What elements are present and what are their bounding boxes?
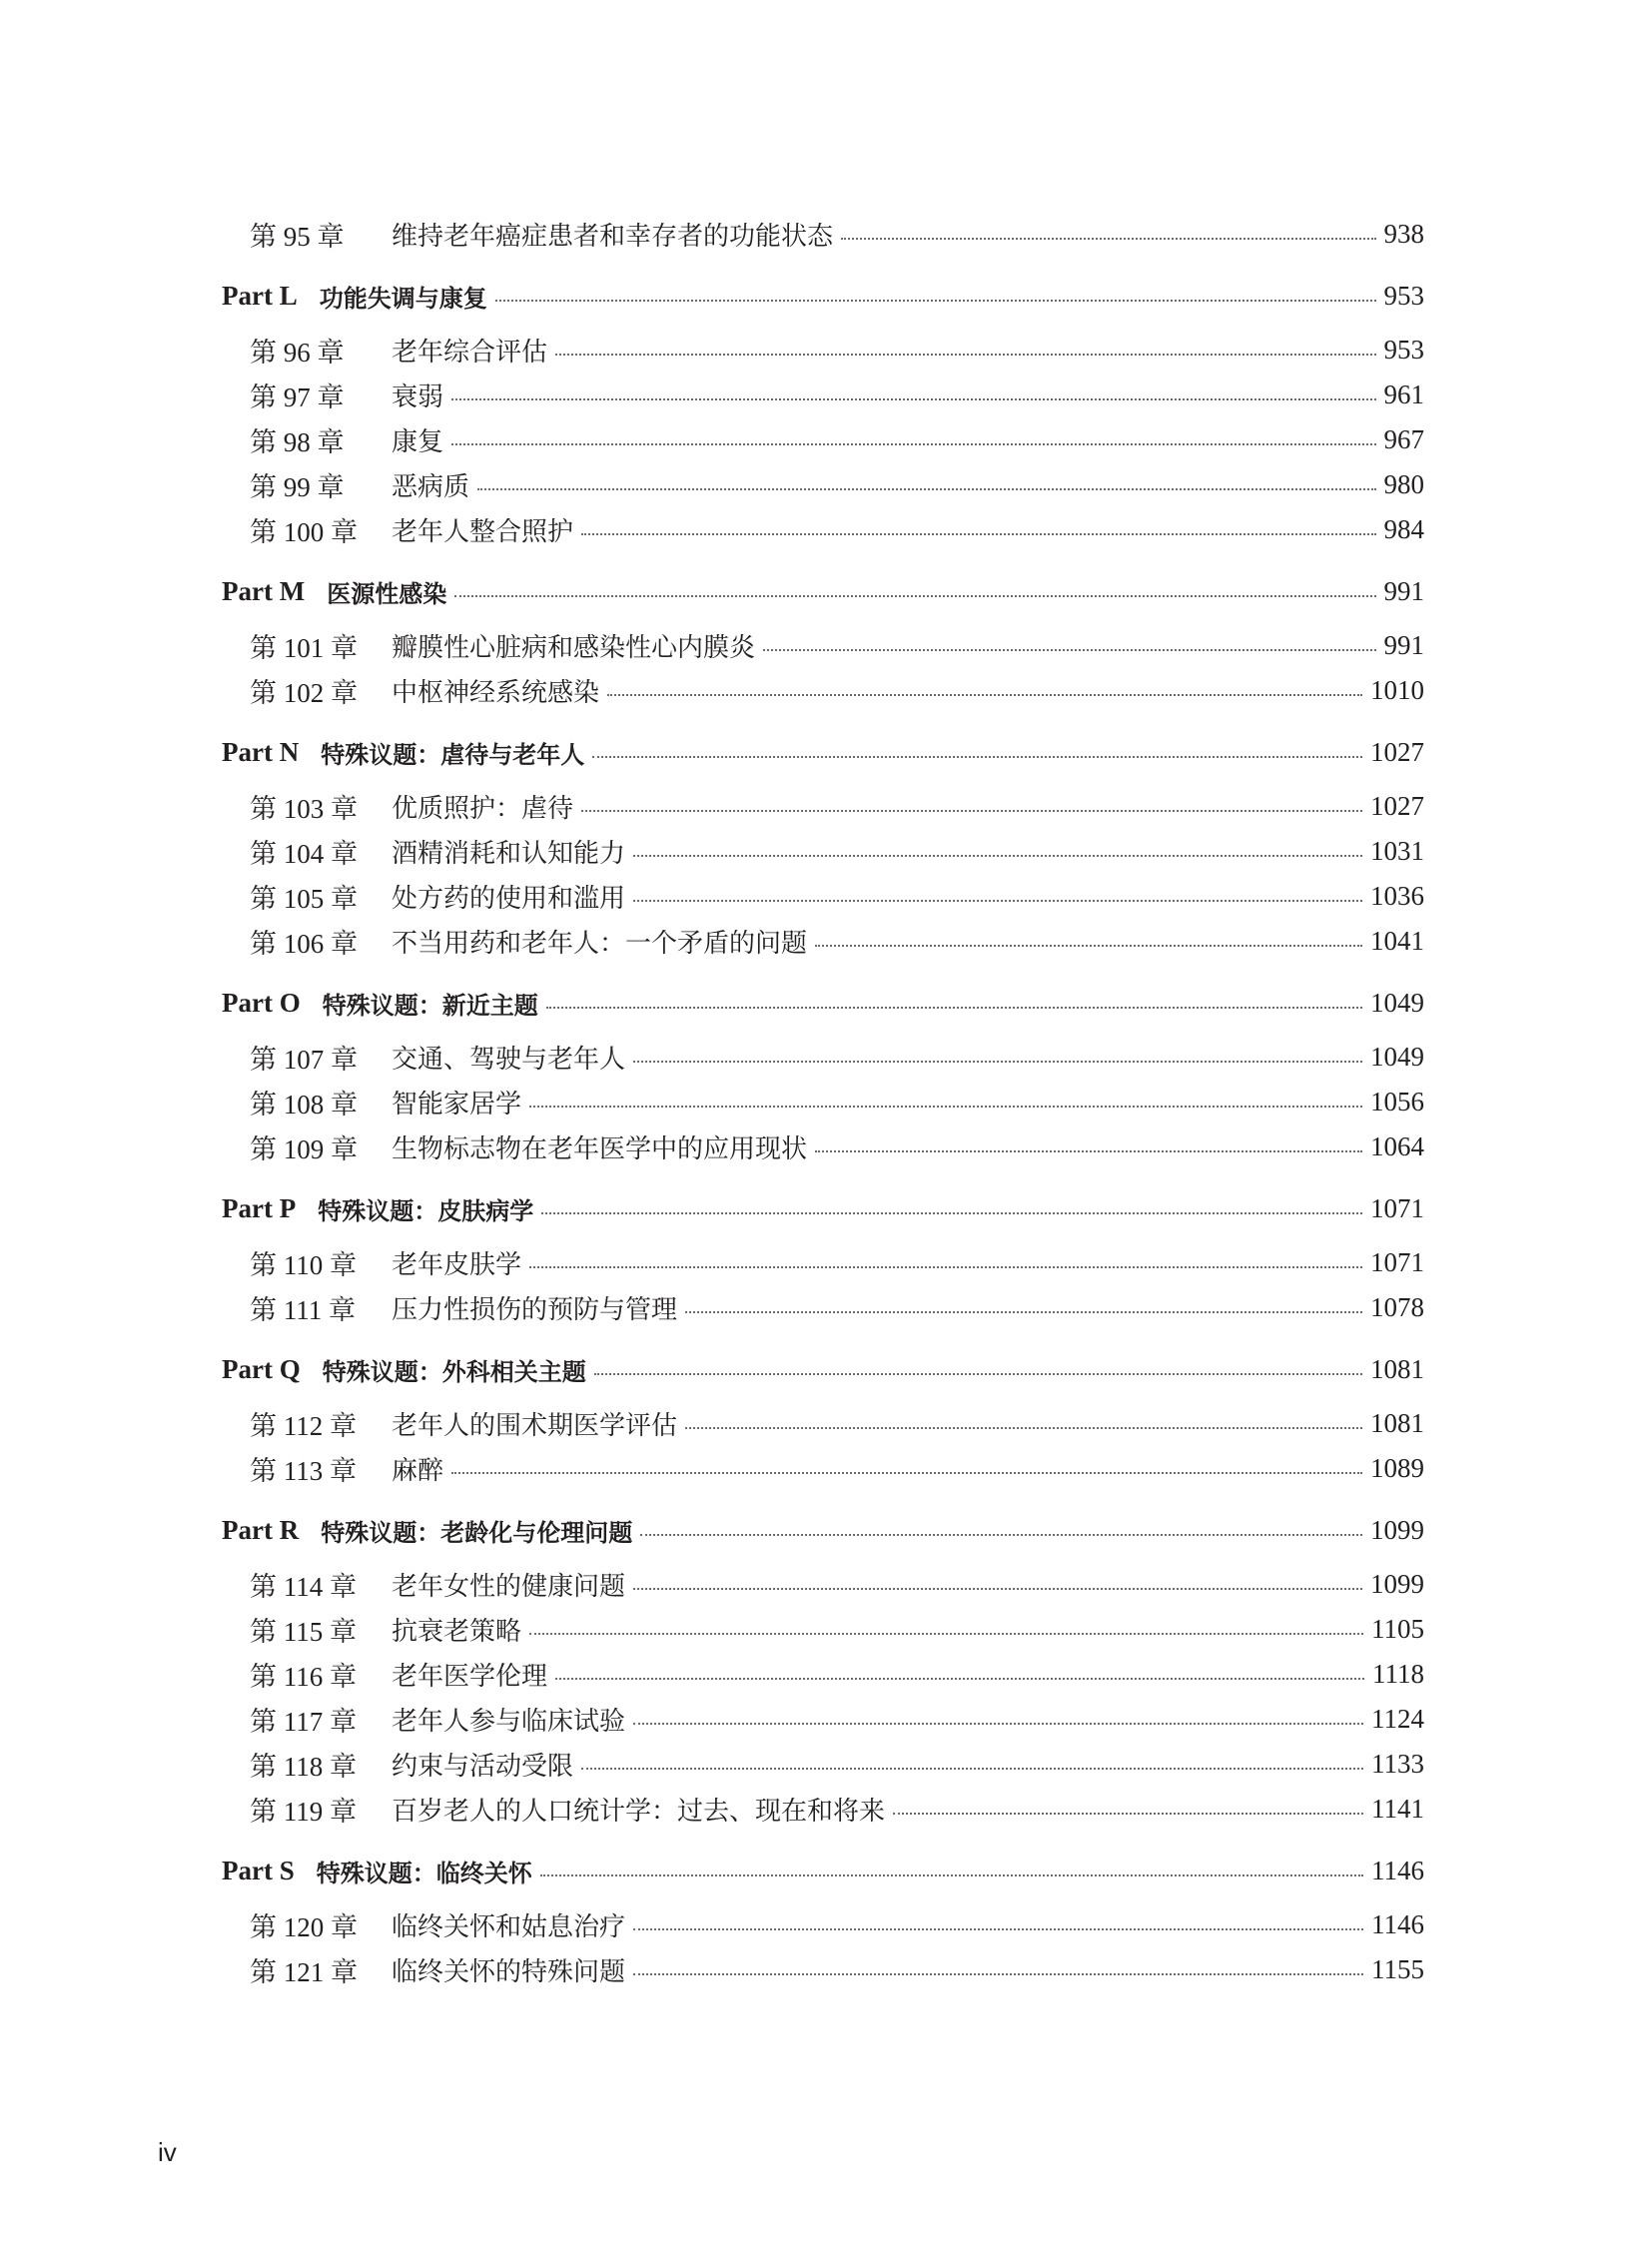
toc-entry-part[interactable] [222, 1851, 1424, 1890]
chapter-number: 第 105 章 [250, 883, 358, 914]
dot-leader [640, 1534, 1362, 1536]
chapter-number: 第 108 章 [250, 1089, 358, 1120]
dot-leader [594, 1373, 1362, 1375]
entry-title: 特殊议题：外科相关主题 [322, 1357, 586, 1386]
entry-title: 处方药的使用和滥用 [392, 883, 626, 914]
entry-title: 压力性损伤的预防与管理 [392, 1294, 678, 1325]
toc-entry-chapter[interactable] [222, 1403, 1424, 1443]
dot-leader [477, 488, 1375, 490]
entry-title: 抗衰老策略 [392, 1616, 522, 1647]
page-number: 984 [1383, 513, 1424, 544]
toc-entry-part[interactable] [222, 1188, 1424, 1228]
entry-title: 中枢神经系统感染 [392, 677, 600, 708]
page-number: 1041 [1370, 925, 1424, 956]
entry-title: 功能失调与康复 [319, 284, 487, 313]
toc-entry-chapter[interactable] [222, 1287, 1424, 1327]
entry-title: 恶病质 [392, 471, 470, 502]
page-number: 991 [1383, 629, 1424, 660]
chapter-number: 第 115 章 [250, 1616, 357, 1647]
entry-title: 特殊议题：临终关怀 [316, 1859, 532, 1887]
toc-entry-chapter[interactable] [222, 419, 1424, 459]
toc-entry-chapter[interactable] [222, 464, 1424, 504]
entry-title: 临终关怀和姑息治疗 [392, 1911, 626, 1942]
entry-title: 麻醉 [392, 1455, 444, 1486]
page-number: 1064 [1370, 1130, 1424, 1161]
chapter-number: 第 95 章 [250, 221, 345, 252]
page-number: 1049 [1370, 987, 1424, 1018]
dot-leader [454, 595, 1375, 597]
page-number: 953 [1383, 280, 1424, 311]
page-number: 1146 [1371, 1908, 1424, 1939]
chapter-number: 第 116 章 [250, 1661, 357, 1692]
entry-title: 老年医学伦理 [392, 1661, 548, 1692]
dot-leader [495, 300, 1376, 302]
dot-leader [633, 900, 1362, 902]
toc-entry-chapter[interactable] [222, 921, 1424, 961]
dot-leader [529, 1266, 1362, 1268]
dot-leader [815, 1150, 1362, 1152]
page-number: 967 [1383, 423, 1424, 454]
part-number: Part S [222, 1855, 295, 1885]
entry-title: 百岁老人的人口统计学：过去、现在和将来 [392, 1796, 886, 1827]
entry-title: 老年人参与临床试验 [392, 1706, 626, 1737]
chapter-number: 第 100 章 [250, 516, 358, 547]
chapter-number: 第 98 章 [250, 426, 345, 457]
toc-entry-chapter[interactable] [222, 1609, 1424, 1649]
page-number: 1099 [1370, 1514, 1424, 1545]
entry-title: 特殊议题：老龄化与伦理问题 [321, 1518, 633, 1547]
chapter-number: 第 118 章 [250, 1751, 357, 1782]
toc-entry-chapter[interactable] [222, 214, 1424, 254]
dot-leader [529, 1633, 1363, 1635]
entry-title: 老年人的围术期医学评估 [392, 1410, 678, 1441]
dot-leader [607, 694, 1362, 696]
page-number: 953 [1383, 334, 1424, 365]
entry-title: 老年综合评估 [392, 337, 548, 368]
chapter-number: 第 104 章 [250, 838, 358, 869]
toc-entry-part[interactable] [222, 1349, 1424, 1389]
page-folio: iv [158, 2137, 177, 2167]
dot-leader [893, 1813, 1363, 1815]
dot-leader [581, 1768, 1363, 1770]
dot-leader [555, 1678, 1364, 1680]
entry-title: 特殊议题：虐待与老年人 [321, 740, 585, 769]
dot-leader [451, 1472, 1362, 1474]
dot-leader [815, 945, 1362, 947]
dot-leader [633, 1973, 1363, 1975]
page-number: 1141 [1371, 1793, 1424, 1824]
toc-entry-chapter[interactable] [222, 831, 1424, 871]
toc-entry-chapter[interactable] [222, 786, 1424, 826]
page-number: 1049 [1370, 1041, 1424, 1072]
toc-entry-chapter[interactable] [222, 670, 1424, 710]
page-number: 1155 [1371, 1953, 1424, 1984]
entry-title: 瓣膜性心脏病和感染性心内膜炎 [392, 632, 756, 663]
chapter-number: 第 117 章 [250, 1706, 357, 1737]
toc-entry-chapter[interactable] [222, 509, 1424, 549]
page-number: 1036 [1370, 880, 1424, 911]
toc-entry-chapter[interactable] [222, 876, 1424, 916]
page-number: 961 [1383, 378, 1424, 409]
chapter-number: 第 120 章 [250, 1911, 358, 1942]
part-number: Part M [222, 575, 306, 606]
dot-leader [540, 1874, 1363, 1876]
page-number: 1010 [1370, 674, 1424, 705]
dot-leader [555, 354, 1375, 356]
page-number: 1099 [1370, 1568, 1424, 1599]
toc-entry-chapter[interactable] [222, 1564, 1424, 1604]
page-number: 1089 [1370, 1452, 1424, 1483]
toc-entry-part[interactable] [222, 1510, 1424, 1550]
page-number: 1071 [1370, 1192, 1424, 1223]
dot-leader [581, 810, 1362, 812]
page-number: 1118 [1372, 1658, 1424, 1689]
toc-entry-chapter[interactable] [222, 1037, 1424, 1077]
entry-title: 生物标志物在老年医学中的应用现状 [392, 1133, 808, 1164]
chapter-number: 第 101 章 [250, 632, 358, 663]
entry-title: 老年女性的健康问题 [392, 1571, 626, 1602]
toc-entry-chapter[interactable] [222, 1654, 1424, 1694]
dot-leader [529, 1106, 1362, 1108]
entry-title: 交通、驾驶与老年人 [392, 1044, 626, 1075]
page-number: 1081 [1370, 1407, 1424, 1438]
chapter-number: 第 99 章 [250, 471, 345, 502]
toc-entry-part[interactable] [222, 571, 1424, 611]
chapter-number: 第 97 章 [250, 381, 345, 412]
entry-title: 特殊议题：新近主题 [322, 991, 538, 1020]
chapter-number: 第 96 章 [250, 337, 345, 368]
entry-title: 约束与活动受限 [392, 1751, 574, 1782]
entry-title: 维持老年癌症患者和幸存者的功能状态 [392, 221, 834, 252]
dot-leader [841, 238, 1375, 240]
toc-entry-chapter[interactable] [222, 1082, 1424, 1121]
chapter-number: 第 103 章 [250, 793, 358, 824]
toc-entry-chapter[interactable] [222, 1126, 1424, 1166]
dot-leader [451, 443, 1375, 445]
page-number: 1105 [1371, 1613, 1424, 1644]
entry-title: 智能家居学 [392, 1089, 522, 1120]
entry-title: 衰弱 [392, 381, 444, 412]
dot-leader [633, 1061, 1362, 1063]
dot-leader [633, 1588, 1362, 1590]
part-number: Part R [222, 1514, 300, 1545]
dot-leader [633, 1723, 1363, 1725]
chapter-number: 第 111 章 [250, 1294, 356, 1325]
entry-title: 老年人整合照护 [392, 516, 574, 547]
dot-leader [546, 1007, 1362, 1009]
chapter-number: 第 110 章 [250, 1249, 357, 1280]
part-number: Part L [222, 280, 298, 311]
toc-entry-part[interactable] [222, 983, 1424, 1023]
entry-title: 医源性感染 [327, 579, 447, 608]
chapter-number: 第 102 章 [250, 677, 358, 708]
dot-leader [592, 756, 1362, 758]
part-number: Part Q [222, 1353, 301, 1384]
entry-title: 康复 [392, 426, 444, 457]
dot-leader [763, 649, 1375, 651]
dot-leader [581, 533, 1375, 535]
toc-entry-chapter[interactable] [222, 1744, 1424, 1784]
entry-title: 不当用药和老年人：一个矛盾的问题 [392, 928, 808, 959]
dot-leader [685, 1427, 1362, 1429]
page-number: 1081 [1370, 1353, 1424, 1384]
toc-entry-chapter[interactable] [222, 1789, 1424, 1829]
dot-leader [541, 1212, 1362, 1214]
page-number: 980 [1383, 468, 1424, 499]
entry-title: 特殊议题：皮肤病学 [318, 1196, 534, 1225]
page-number: 1071 [1370, 1246, 1424, 1277]
entry-title: 临终关怀的特殊问题 [392, 1956, 626, 1987]
dot-leader [685, 1311, 1362, 1313]
toc-entry-chapter[interactable] [222, 1448, 1424, 1488]
entry-title: 酒精消耗和认知能力 [392, 838, 626, 869]
page-number: 1078 [1370, 1291, 1424, 1322]
toc-entry-chapter[interactable] [222, 1699, 1424, 1739]
page-number: 1146 [1371, 1855, 1424, 1885]
toc-entry-part[interactable] [222, 732, 1424, 772]
chapter-number: 第 121 章 [250, 1956, 358, 1987]
chapter-number: 第 113 章 [250, 1455, 357, 1486]
toc-entry-part[interactable] [222, 276, 1424, 316]
part-number: Part O [222, 987, 301, 1018]
chapter-number: 第 119 章 [250, 1796, 357, 1827]
entry-title: 老年皮肤学 [392, 1249, 522, 1280]
page-number: 991 [1383, 575, 1424, 606]
toc-entry-chapter[interactable] [222, 330, 1424, 370]
chapter-number: 第 109 章 [250, 1133, 358, 1164]
toc-entry-chapter[interactable] [222, 625, 1424, 665]
dot-leader [633, 855, 1362, 857]
chapter-number: 第 107 章 [250, 1044, 358, 1075]
chapter-number: 第 112 章 [250, 1410, 357, 1441]
dot-leader [451, 398, 1375, 400]
toc-entry-chapter[interactable] [222, 374, 1424, 414]
page-number: 1124 [1371, 1703, 1424, 1734]
page-number: 1027 [1370, 790, 1424, 821]
toc-entry-chapter[interactable] [222, 1949, 1424, 1989]
page-number: 1056 [1370, 1086, 1424, 1117]
chapter-number: 第 106 章 [250, 928, 358, 959]
page-number: 1027 [1370, 736, 1424, 767]
toc-entry-chapter[interactable] [222, 1904, 1424, 1944]
entry-title: 优质照护：虐待 [392, 793, 574, 824]
page-number: 938 [1383, 218, 1424, 249]
part-number: Part P [222, 1192, 297, 1223]
toc-entry-chapter[interactable] [222, 1242, 1424, 1282]
part-number: Part N [222, 736, 300, 767]
dot-leader [633, 1928, 1363, 1930]
chapter-number: 第 114 章 [250, 1571, 357, 1602]
page-number: 1031 [1370, 835, 1424, 866]
page-number: 1133 [1371, 1748, 1424, 1779]
